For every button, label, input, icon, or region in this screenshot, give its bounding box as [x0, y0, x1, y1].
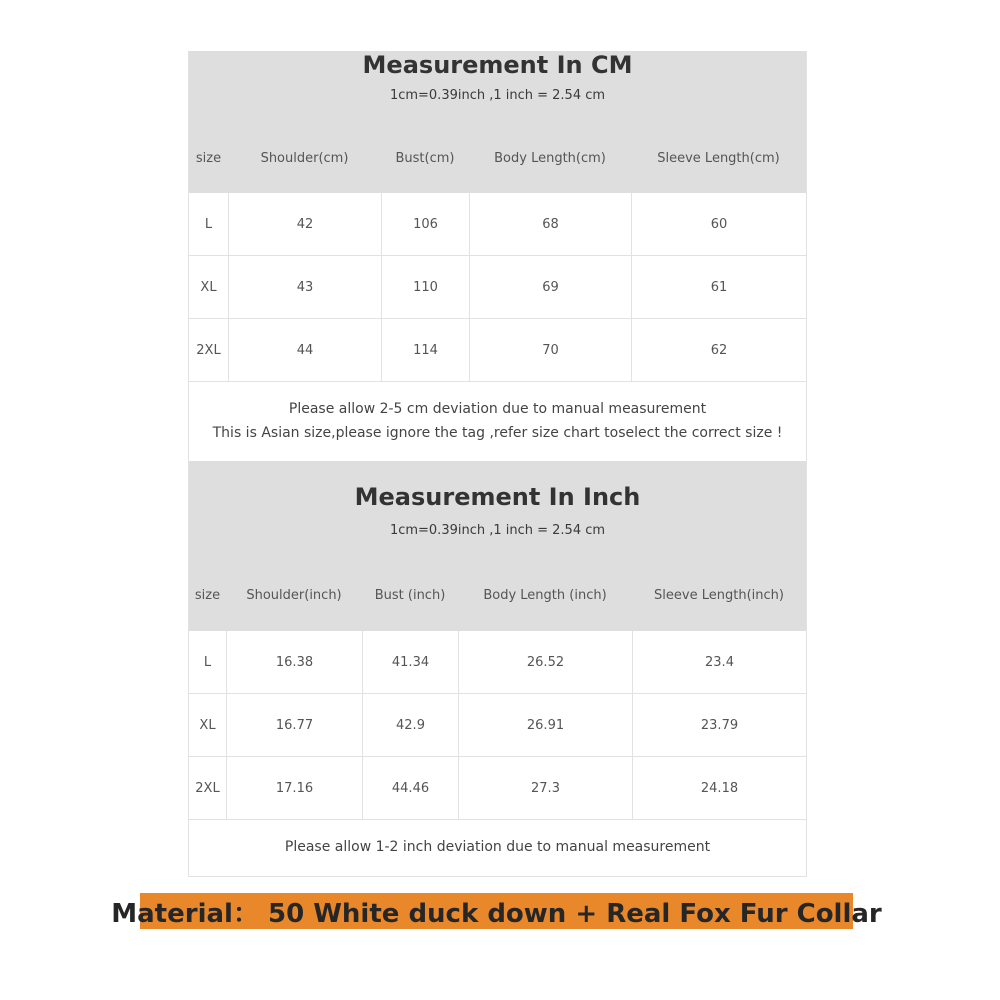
size-cell: 2XL: [195, 780, 220, 796]
size-cell: XL: [200, 279, 217, 295]
sleeve-length-cell: 62: [631, 319, 806, 381]
shoulder-cell: 16.77: [226, 694, 362, 756]
col-header-body-length: Body Length (inch): [483, 588, 607, 603]
deviation-note-line: Please allow 2-5 cm deviation due to manual measurement: [288, 401, 707, 417]
size-chart-inch: [188, 461, 807, 877]
body-length-cell: 26.91: [458, 694, 632, 756]
shoulder-cell: 17.16: [226, 757, 362, 819]
table-row: [189, 757, 806, 820]
shoulder-cell: 42: [228, 193, 381, 255]
sleeve-length-cell: 24.18: [632, 757, 806, 819]
table-header-cm: [189, 51, 806, 193]
bust-cell: 42.9: [362, 694, 458, 756]
table-header-inch: [189, 461, 806, 631]
shoulder-cell: 43: [228, 256, 381, 318]
body-length-cell: 26.52: [458, 631, 632, 693]
col-header-bust: Bust(cm): [395, 151, 455, 166]
sleeve-length-cell: 60: [631, 193, 806, 255]
col-header-sleeve-length: Sleeve Length(cm): [657, 151, 780, 166]
col-header-size: size: [195, 151, 222, 166]
table-row: [189, 319, 806, 382]
bust-cell: 106: [381, 193, 469, 255]
chart-title-inch: Measurement In Inch: [354, 483, 641, 511]
body-length-cell: 70: [469, 319, 631, 381]
size-cell: L: [204, 216, 213, 232]
sleeve-length-cell: 23.79: [632, 694, 806, 756]
size-cell: 2XL: [196, 342, 221, 358]
table-row: [189, 256, 806, 319]
chart-title-cm: Measurement In CM: [362, 51, 633, 79]
deviation-note-line: Please allow 1-2 inch deviation due to manual measurement: [284, 839, 711, 855]
bust-cell: 41.34: [362, 631, 458, 693]
col-header-shoulder: Shoulder(cm): [260, 151, 349, 166]
shoulder-cell: 44: [228, 319, 381, 381]
table-row: [189, 193, 806, 256]
conversion-note-inch: 1cm=0.39inch ,1 inch = 2.54 cm: [389, 523, 606, 538]
material-banner: Material： 50 White duck down + Real Fox Fur Collar: [140, 893, 853, 929]
col-header-bust: Bust (inch): [374, 588, 446, 603]
size-chart-cm: [188, 51, 807, 461]
bust-cell: 114: [381, 319, 469, 381]
asian-size-note-line: This is Asian size,please ignore the tag ,refer size chart toselect the correct size !: [212, 425, 783, 441]
col-header-size: size: [194, 588, 221, 603]
size-cell: XL: [199, 717, 216, 733]
col-header-sleeve-length: Sleeve Length(inch): [654, 588, 784, 603]
conversion-note-cm: 1cm=0.39inch ,1 inch = 2.54 cm: [389, 88, 606, 103]
sleeve-length-cell: 23.4: [632, 631, 806, 693]
table-row: [189, 694, 806, 757]
size-cell: L: [203, 654, 212, 670]
bust-cell: 110: [381, 256, 469, 318]
shoulder-cell: 16.38: [226, 631, 362, 693]
sleeve-length-cell: 61: [631, 256, 806, 318]
table-row: [189, 631, 806, 694]
body-length-cell: 68: [469, 193, 631, 255]
body-length-cell: 27.3: [458, 757, 632, 819]
deviation-note-cm: [189, 397, 806, 445]
body-length-cell: 69: [469, 256, 631, 318]
bust-cell: 44.46: [362, 757, 458, 819]
col-header-body-length: Body Length(cm): [494, 151, 606, 166]
col-header-shoulder: Shoulder(inch): [246, 588, 342, 603]
deviation-note-inch: [189, 835, 806, 859]
